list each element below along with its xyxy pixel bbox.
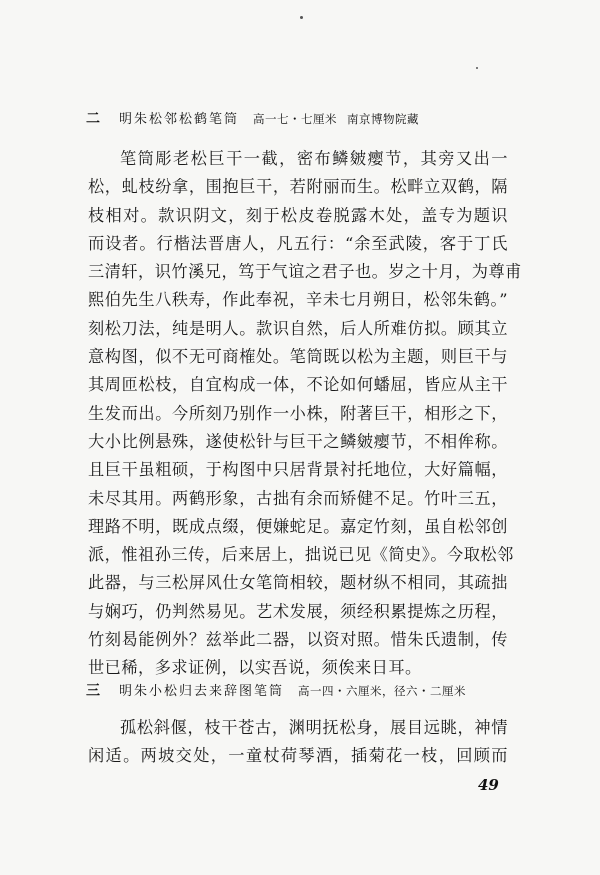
scan-speck bbox=[476, 67, 478, 69]
section-dimension: 高一四・六厘米，径六・二厘米 bbox=[298, 684, 467, 698]
text-line: 闲适。两坡交处，一童杖荷琴酒，插菊花一枝，回顾而 bbox=[88, 746, 508, 766]
text-line: 意构图，似不无可商榷处。笔筒既以松为主题，则巨干与 bbox=[88, 347, 508, 367]
text-line: 孤松斜偃，枝干苍古，渊明抚松身，展目远眺，神情 bbox=[120, 718, 508, 737]
text-line: 松，虬枝纷拿，围抱巨干，若附丽而生。松畔立双鹤，隔 bbox=[88, 177, 508, 197]
text-line: 熙伯先生八秩寿，作此奉祝，辛未七月朔日，松邻朱鹤。” bbox=[88, 290, 508, 310]
text-line: 三清轩，识竹溪兄，笃于气谊之君子也。岁之十月，为尊甫 bbox=[88, 262, 522, 282]
text-line: 刻松刀法，纯是明人。款识自然，后人所难仿拟。顾其立 bbox=[88, 318, 508, 338]
text-line: 理路不明，既成点缀，便嫌蛇足。嘉定竹刻，虽自松邻创 bbox=[88, 516, 508, 536]
text-line: 其周匝松枝，自宜构成一体，不论如何蟠屈，皆应从主干 bbox=[88, 375, 508, 395]
section-number: 二 bbox=[86, 111, 101, 127]
section-title: 明朱松邻松鹤笔筒 bbox=[119, 112, 240, 127]
text-line: 此器，与三松屏风仕女笔筒相较，题材纵不相同，其疏拙 bbox=[88, 573, 508, 593]
text-line: 而设者。行楷法晋唐人，凡五行：“余至武陵，客于丁氏 bbox=[88, 233, 508, 253]
section-title: 明朱小松归去来辞图笔筒 bbox=[119, 684, 285, 699]
text-line: 竹刻曷能例外？兹举此二器，以资对照。惜朱氏遗制，传 bbox=[88, 630, 508, 650]
text-line: 派，惟祖孙三传，后来居上，拙说已见《简史》。今取松邻 bbox=[88, 545, 514, 565]
text-line: 笔筒彫老松巨干一截，密布鳞皴瘿节，其旁又出一 bbox=[120, 149, 508, 168]
section-heading-2 bbox=[86, 108, 419, 128]
text-line: 未尽其用。两鹤形象，古拙有余而矫健不足。竹叶三五， bbox=[88, 488, 508, 508]
text-line: 生发而出。今所刻乃别作一小株，附著巨干，相形之下， bbox=[88, 403, 508, 423]
text-line: 大小比例悬殊，遂使松针与巨干之鳞皴瘿节，不相侔称。 bbox=[88, 431, 508, 451]
text-line: 且巨干虽粗硕，于构图中只居背景衬托地位，大好篇幅， bbox=[88, 460, 508, 480]
section-heading-3 bbox=[86, 680, 466, 700]
section-2-body bbox=[88, 145, 522, 683]
section-location: 南京博物院藏 bbox=[347, 112, 420, 126]
section-dimension: 高一七・七厘米 bbox=[253, 112, 338, 126]
page-number: 49 bbox=[478, 776, 499, 794]
section-number: 三 bbox=[86, 683, 101, 699]
section-3-body bbox=[88, 714, 508, 771]
text-line: 世已稀，多求证例，以实吾说，须俟来日耳。 bbox=[88, 658, 422, 678]
text-line: 枝相对。款识阴文，刻于松皮卷脱露木处，盖专为题识 bbox=[88, 205, 508, 225]
text-line: 与娴巧，仍判然易见。艺术发展，须经积累提炼之历程， bbox=[88, 601, 508, 621]
scan-speck bbox=[300, 16, 303, 19]
